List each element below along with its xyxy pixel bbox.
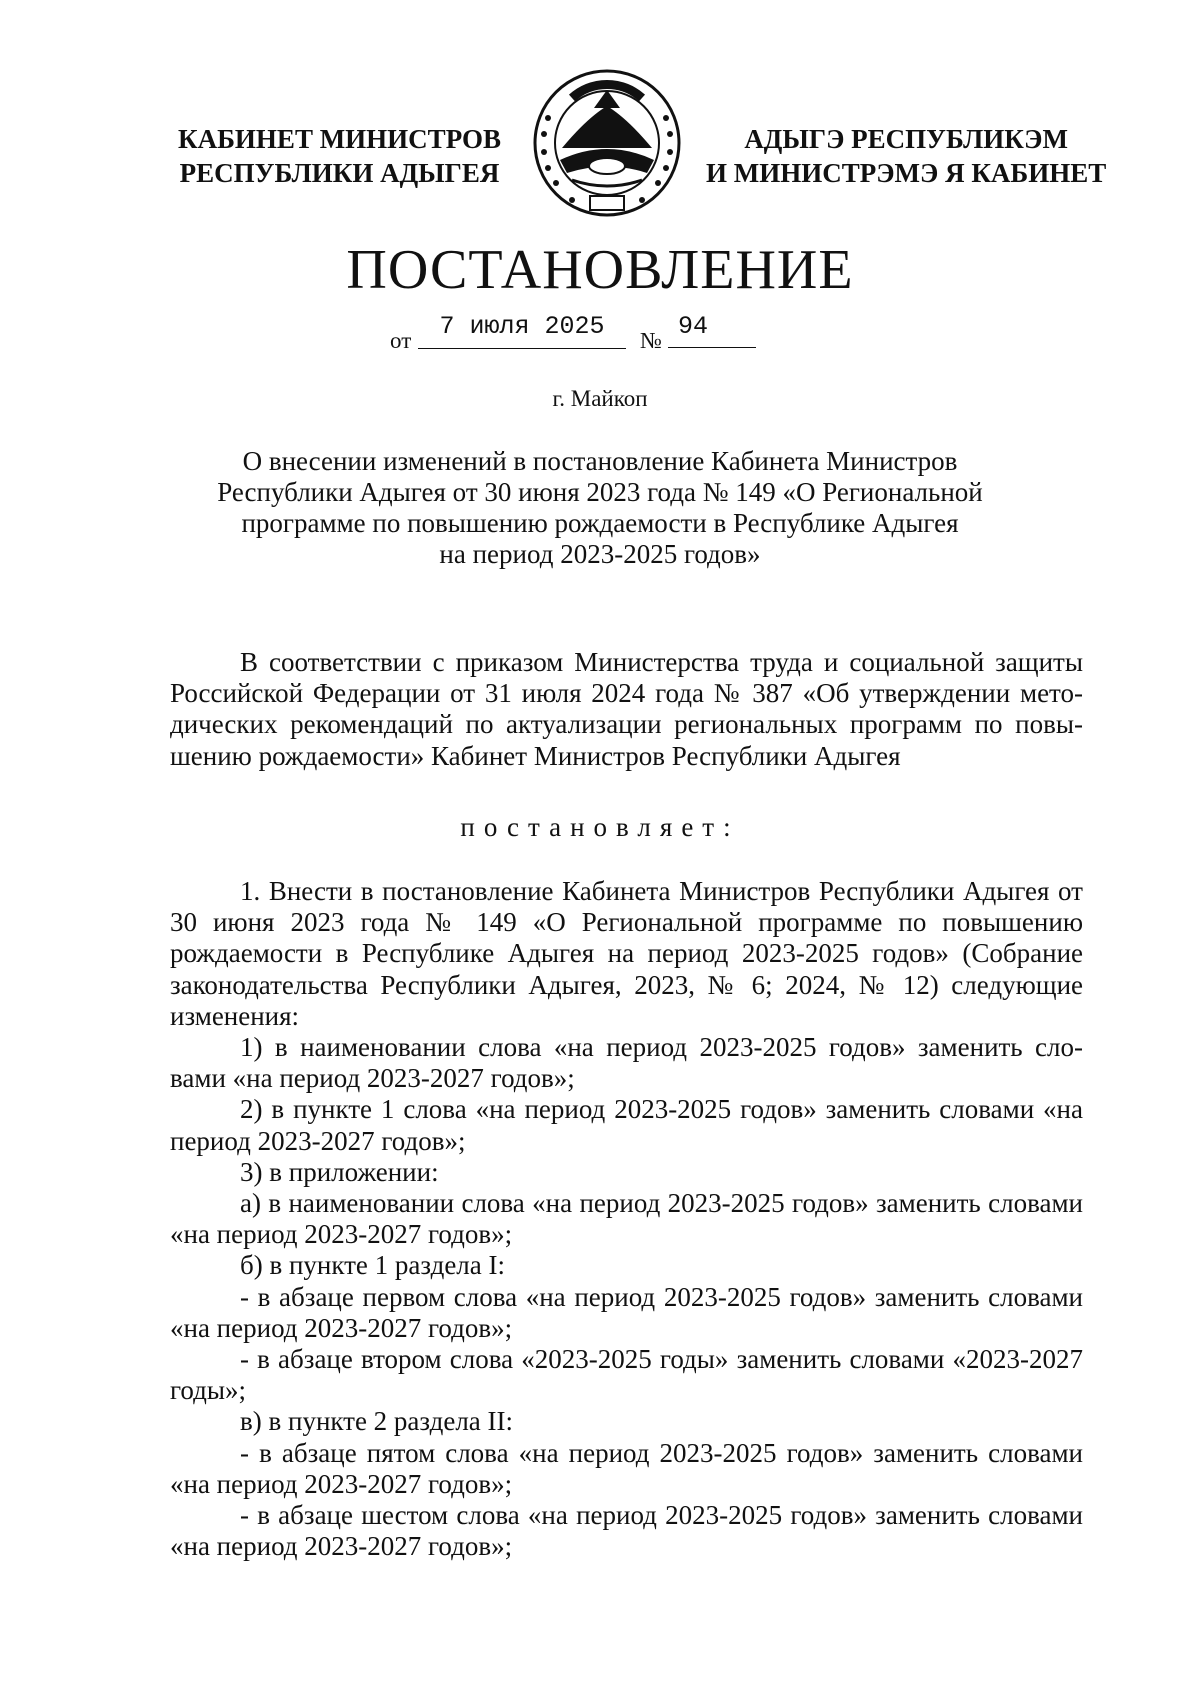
paragraph: 1. Внести в постановление Кабинета Министров Республики Адыгея от 30 июня 2023 года № 149 «О Региональной программе по повышению рождаемости в Республике Адыгея на период 2023-2025 годов» (Собрание законодательства Республики Адыгея, 2023, № 6; 2024, № 12) следующие изменения: [170, 876, 1083, 1031]
document-title [170, 446, 1030, 570]
paragraph: 2) в пункте 1 слова «на период 2023-2025 годов» заменить словами «на период 2023-2027 годов»; [170, 1094, 1083, 1156]
paragraph: в) в пункте 2 раздела II: [240, 1406, 514, 1437]
issuer-line-2: РЕСПУБЛИКИ АДЫГЕЯ [179, 158, 500, 188]
document-type-heading: ПОСТАНОВЛЕНИЕ [346, 239, 854, 301]
issuer-line-1: КАБИНЕТ МИНИСТРОВ [178, 124, 502, 154]
paragraph: - в абзаце первом слова «на период 2023-2025 годов» заменить словами «на период 2023-2027 годов»; [170, 1281, 1083, 1343]
date-value: 7 июля 2025 [418, 312, 626, 349]
title-line: О внесении изменений в постановление Кабинета Министров [242, 446, 958, 476]
paragraph: 1) в наименовании слова «на период 2023-2025 годов» заменить сло-вами «на период 2023-2027 годов»; [170, 1032, 1083, 1094]
preamble [170, 647, 1083, 772]
issuer-name-russian [178, 122, 501, 190]
issuer-name-adyghe [706, 122, 1106, 190]
paragraph: - в абзаце втором слова «2023-2025 годы» заменить словами «2023-2027 годы»; [170, 1344, 1083, 1406]
issuer-line-1: АДЫГЭ РЕСПУБЛИКЭМ [744, 124, 1068, 154]
issuer-line-2: И МИНИСТРЭМЭ Я КАБИНЕТ [706, 158, 1107, 188]
date-number-line [0, 312, 1200, 356]
decree-body [170, 876, 1083, 1562]
decree-word: постановляет: [460, 812, 740, 842]
number-value: 94 [668, 312, 756, 348]
paragraph: б) в пункте 1 раздела I: [240, 1250, 506, 1281]
paragraph: - в абзаце пятом слова «на период 2023-2025 годов» заменить словами «на период 2023-2027 годов»; [170, 1437, 1083, 1499]
title-line: Республики Адыгея от 30 июня 2023 года № 149 «О Региональной [217, 477, 983, 507]
paragraph: - в абзаце шестом слова «на период 2023-2025 годов» заменить словами «на период 2023-2027 годов»; [170, 1500, 1083, 1562]
city: г. Майкоп [552, 386, 648, 411]
paragraph: 3) в приложении: [240, 1156, 439, 1187]
title-line: на период 2023-2025 годов» [439, 539, 761, 569]
paragraph: а) в наименовании слова «на период 2023-2025 годов» заменить словами «на период 2023-2027 годов»; [170, 1188, 1083, 1250]
preamble-text: В соответствии с приказом Министерства труда и социальной защиты Российской Федерации от 31 июля 2024 года № 387 «Об утверждении мето-дических рекомендаций по актуализации региональных программ по повы-шению рождаемости» Кабинет Министров Республики Адыгея [170, 647, 1083, 771]
title-line: программе по повышению рождаемости в Республике Адыгея [241, 508, 959, 538]
date-label: от [390, 328, 412, 353]
coat-of-arms-icon [532, 68, 682, 218]
number-label: № [640, 328, 662, 353]
